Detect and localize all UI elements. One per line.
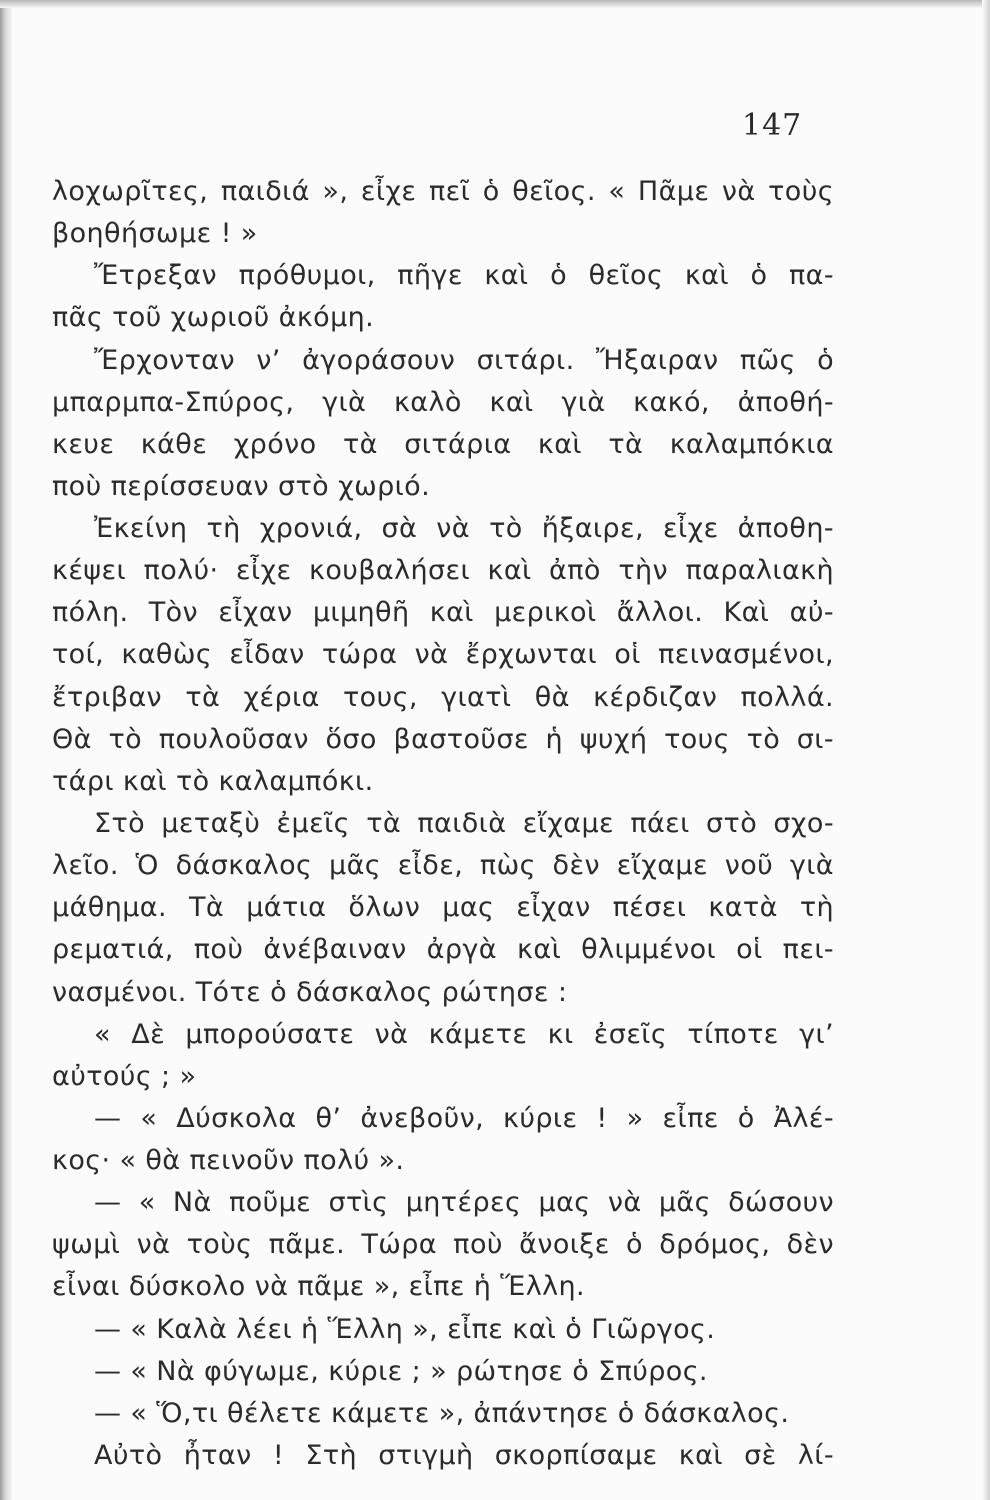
text-line: τάρι καὶ τὸ καλαμπόκι. [52,766,374,797]
text-line: — « Νὰ φύγωμε, κύριε ; » ρώτησε ὁ Σπύρος. [94,1356,708,1387]
text-line: ἔτριβαν τὰ χέρια τους, γιατὶ θὰ κέρδιζαν πολλά. [52,682,834,713]
text-line: πᾶς τοῦ χωριοῦ ἀκόμη. [52,302,375,333]
text-line: λοχωρῖτες, παιδιά », εἶχε πεῖ ὁ θεῖος. « Πᾶμε νὰ τοὺς [52,176,834,207]
text-line: Στὸ μεταξὺ ἐμεῖς τὰ παιδιὰ εἴχαμε πάει στὸ σχο- [94,808,834,839]
text-line: κέψει πολύ· εἶχε κουβαλήσει καὶ ἀπὸ τὴν παραλιακὴ [52,555,834,586]
text-line: ποὺ περίσσευαν στὸ χωριό. [52,471,431,502]
text-line: Ἐκείνη τὴ χρονιά, σὰ νὰ τὸ ἤξαιρε, εἶχε ἀποθη- [94,513,834,544]
text-line: εἶναι δύσκολο νὰ πᾶμε », εἶπε ἡ Ἕλλη. [52,1271,586,1302]
page-top-shadow [0,0,990,8]
text-line: βοηθήσωμε ! » [52,218,258,249]
text-line: ψωμὶ νὰ τοὺς πᾶμε. Τώρα ποὺ ἄνοιξε ὁ δρόμος, δὲν [52,1229,834,1260]
page-number: 147 [742,108,803,143]
text-line: — « Καλὰ λέει ἡ Ἕλλη », εἶπε καὶ ὁ Γιῶργος. [94,1314,716,1345]
text-line: — « Δύσκολα θ’ ἀνεβοῦν, κύριε ! » εἶπε ὁ Ἀλέ- [94,1103,834,1134]
text-line: Ἔτρεξαν πρόθυμοι, πῆγε καὶ ὁ θεῖος καὶ ὁ πα- [94,260,834,291]
page-left-shadow [0,0,12,1500]
page-right-shadow [982,0,990,1500]
text-line: πόλη. Τὸν εἶχαν μιμηθῆ καὶ μερικοὶ ἄλλοι. Καὶ αὐ- [52,597,834,628]
text-line: μάθημα. Τὰ μάτια ὅλων μας εἶχαν πέσει κατὰ τὴ [52,892,834,923]
text-line: ρεματιά, ποὺ ἀνέβαιναν ἀργὰ καὶ θλιμμένοι οἱ πει- [52,934,834,965]
text-line: λεῖο. Ὁ δάσκαλος μᾶς εἶδε, πὼς δὲν εἴχαμε νοῦ γιὰ [52,850,834,881]
text-line: — « Νὰ ποῦμε στὶς μητέρες μας νὰ μᾶς δώσουν [94,1187,834,1218]
text-line: Αὐτὸ ἦταν ! Στὴ στιγμὴ σκορπίσαμε καὶ σὲ λί- [94,1440,834,1471]
text-line: — « Ὅ,τι θέλετε κάμετε », ἀπάντησε ὁ δάσκαλος. [94,1398,790,1429]
text-line: κευε κάθε χρόνο τὰ σιτάρια καὶ τὰ καλαμπόκια [52,429,834,460]
text-line: Ἔρχονταν ν’ ἀγοράσουν σιτάρι. Ἤξαιραν πῶς ὁ [94,345,834,376]
text-line: νασμένοι. Τότε ὁ δάσκαλος ρώτησε : [52,977,568,1008]
text-line: τοί, καθὼς εἶδαν τώρα νὰ ἔρχωνται οἱ πεινασμένοι, [52,639,834,670]
text-line: αὐτούς ; » [52,1061,197,1092]
text-line: μπαρμπα-Σπύρος, γιὰ καλὸ καὶ γιὰ κακό, ἀποθή- [52,387,834,418]
text-line: « Δὲ μπορούσατε νὰ κάμετε κι ἐσεῖς τίποτε γι’ [94,1019,834,1050]
text-line: Θὰ τὸ πουλοῦσαν ὅσο βαστοῦσε ἡ ψυχή τους τὸ σι- [52,724,834,755]
text-line: κος· « θὰ πεινοῦν πολύ ». [52,1145,405,1176]
